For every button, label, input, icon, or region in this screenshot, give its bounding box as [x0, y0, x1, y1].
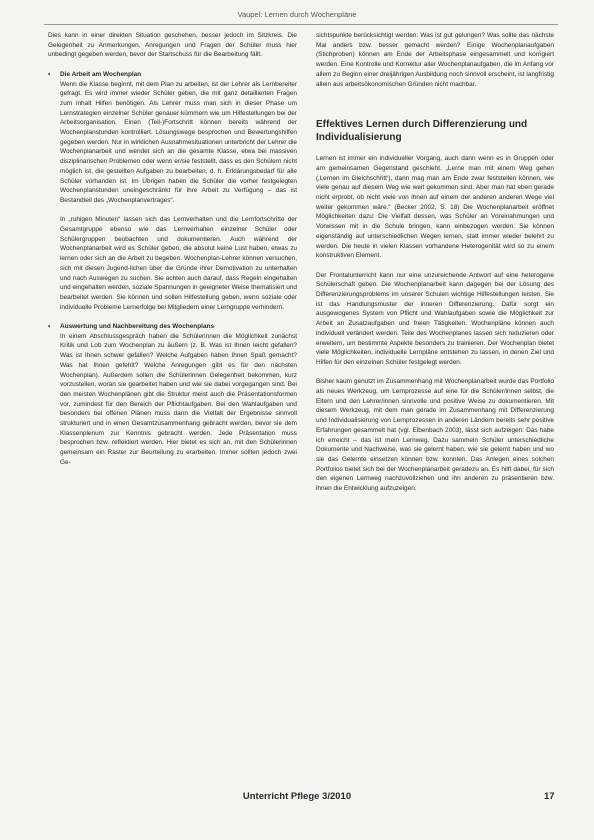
bullet-text: In einem Abschlussgespräch haben die Schülerinnen die Möglichkeit zunächst Kritik und Lob zum Wochenplan zu äußern (z. B. Was ist Ihnen leicht gefallen? Was ist Ihnen schwer gefallen? Welche Aufgaben haben Ihnen Spaß gemacht? Was hat Ihnen gefehlt? Welche Anregungen gibt es für den nächsten Wochenplan). Außerdem sollen die Schülerinnen Gelegenheit bekommen, kurz vorzustellen, woran sie gearbeitet haben und wie sie dabei vorgegangen sind. Bei den meisten Wochenplänen gibt die Struktur meist auch die Präsentationsformen vor, zumindest für den Bereich der Pflichtaufgaben. Bei den Wahlaufgaben und besonders bei offenen Plänen muss dann die Vielfalt der Ergebnisse sinnvoll strukturiert und in einen Gesamtzusammenhang gebracht werden, bevor sie dem Klassenplenum zur Kenntnis gebracht werden. Jede Präsentation muss besprochen bzw. reflektiert werden. Hier bietet es sich an, mit den Schülerinnen gemeinsam ein Raster zur Beurteilung zu erarbeiten. Immer sollten jedoch zwei Ge- [60, 332, 297, 466]
running-head: Vaupel: Lernen durch Wochenpläne [237, 10, 357, 19]
body-paragraph-3: Bisher kaum genutzt im Zusammenhang mit Wochenplanarbeit wurde das Portfolio als neues Werkzeug, um Lernprozesse auf eine für die Schüler/innen selbst, die Eltern und den Lehrer/innen sinnvolle und positive Weise zu dokumentieren. Mit diesem Werkzeug, mit dem man gerade im Zusammenhang mit Differenzierung und Individualisierung von Lernprozessen in anderen Ländern bereits sehr positive Erfahrungen gesammelt hat (vgl. Elbenbach 2003), lässt sich aufzeigen: Das habe ich erreicht – das ist mein Lernweg. Dazu sammeln Schüler unterschiedliche Dokumente und Nachweise, was sie gelernt haben, wie sie gelernt haben und wo sie das Gelernte einsetzen können bzw. konnten. Das Anlegen eines solchen Portfolios bietet sich bei der Wochenplanarbeit geradezu an. Es hilft dabei, für sich den eigenen Lernweg nachzuvollziehen und ihn anderen zu präsentieren bzw. ihnen die Entwicklung aufzuzeigen. [316, 378, 554, 493]
right-column [316, 31, 554, 503]
bullet-dot-icon: • [48, 323, 51, 331]
continuation-paragraph: sichtspunkte berücksichtigt werden: Was ist gut gelungen? Was sollte das nächste Mal anders bzw. besser gemacht werden? Einige Wochenplanaufgaben (Stichproben) können am Ende der Arbeitsphase eingesammelt und korrigiert werden. Eine Kontrolle und Korrektur aller Wochenplanaufgaben, die im Anfang vor allem zu Beginn einer dreijährigen Ausbildung noch sinnvoll erscheint, ist langfristig allein aus arbeitsökonomischen Gründen nicht machbar. [316, 32, 554, 88]
body-paragraph-2: Der Frontalunterricht kann nur eine unzureichende Antwort auf eine heterogene Schülerschaft geben. Die Wochenplanarbeit kann dagegen bei der Lösung des Differenzierungsproblems im unserer Schulen wichtige Hilfestellungen leisten. Sie ist das Handlungsmuster der inneren Differenzierung. Dafür sorgt ein ausgewogenes System von Pflicht und Wahlaufgaben sowie die Möglichkeit zur Arbeit an Zusatzaufgaben und freien Tätigkeiten. Wochenpläne können auch individuell verändert werden. Teile des Wochenplanes lassen sich reduzieren oder erweitern, um bestimmte Aspekte besonders zu trainieren. Der Wochenplan bietet viele Möglichkeiten, individuelle Lernpläne entstehen zu lassen, in denen Ziel und Hilfen für den einzelnen Schüler festgelegt werden. [316, 271, 554, 366]
journal-title: Unterricht Pflege 3/2010 [242, 791, 352, 802]
bullet-dot-icon: • [48, 70, 51, 78]
indented-paragraph [48, 215, 297, 312]
left-column [48, 31, 297, 477]
paragraph-text: In „ruhigen Minuten“ lassen sich das Lernverhalten und die Lernfortschritte der Gesamtgruppe ebenso wie das Lernverhalten einzelner Schüler oder Schülergruppen beobachten und dokumentieren. Auch während der Wochenplanarbeit wird es Schüler geben, die absolut keine Lust haben, etwas zu lernen oder sich an die Arbeit zu begeben. Wochenplan-Lehrer können versuchen, sich mit diesen Jugend-lichen über die Gründe ihrer Demotivation zu unterhalten und nach Auswegen zu suchen. Sie achten auch darauf, dass Regeln eingehalten und eingehalten werden, soziale Spannungen in geeigneter Weise thematisiert und bearbeitet werden. Sie können und sollen Hilfestellung geben, wenn soziale oder individuelle Probleme Lernerfolge bei Mitgliedern einer Lerngruppe verhindern. [60, 216, 297, 311]
bullet-title: Die Arbeit am Wochenplan [60, 70, 142, 78]
bullet-text: Wenn die Klasse beginnt, mit dem Plan zu arbeiten, ist der Lehrer als Lernbereiter gefragt. Es wird immer wieder Schüler geben, die mit ganz detaillierten Fragen zum inhalt Hilfen benötigen. Als Lehrer muss man sich in dieser Phase um Lernstrategien einzelner Schüler genauer kümmern wie um Hilfestellungen bei der Arbeitsorganisation. Einen (Teil-)Fortschritt können bereits während der Wochenplanstunden kontrolliert. Lösungswege besprochen und Bewertungshilfen gegeben werden. Nur in wirklichen Ausnahmesituationen unterbricht der Lehrer die Wochenplanarbeit und wendet sich an die gesamte Klasse, etwa bei massiven disziplinarischen Problemen oder wenn er/sie feststellt, dass es den Schülern nicht möglich ist, die gestellten Aufgaben zu bearbeiten, d. h. Erklärungsbedarf für alle Schüler vorhanden ist. Im Übrigen haben die Schüler die vorher festgelegten Wochenplanstunden uneingeschränkt für ihre Arbeit zu Verfügung – das ist Bestandteil des „Wochenplanvertrages“. [60, 80, 297, 204]
page-number: 17 [544, 791, 555, 802]
header-rule [44, 24, 558, 25]
bullet-title: Auswertung und Nachbereitung des Wochenplans [60, 323, 215, 331]
bullet-arbeit-am-wochenplan [48, 70, 297, 206]
body-paragraph-1: Lernen ist immer ein individueller Vorgang, auch dann wenn es in Gruppen oder am gemeinsamen Gegenstand geschieht. „Lerne man mit einem Weg gehen (‚Lernen im Gleichschritt‘), dann mag man am Ende zwar feststellen können, wie viele genau auf diesem Weg wie weit gekommen sind. Aber man hat eben gerade nicht erprobt, ob nicht viele von ihnen auf einem der anderen anderen Wege viel weiter gekommen wäre.“ (Becker 2002, S. 18) Die Wochenplanarbeit eröffnet Möglichkeiten dazu: Die Vielfalt dessen, was Schüler an Voreinahmungen und Vorwissen mit in die Schule bringen, kann einbezogen werden. Sie können eigenständig auf unterschiedlichen Wegen lernen, statt immer wieder belehrt zu werden. Die heute in vielen Klassen vorhandene Heterogenität wird so zu einem konstruktiven Element. [316, 155, 554, 260]
intro-paragraph: Dies kann in einer direkten Situation geschehen, besser jedoch im Sitzkreis. Die Gelegenheit zu Anmerkungen, Anregungen und Fragen der Schüler muss hier unbedingt gegeben werden, bevor der Startschuss für die Bearbeitung fällt. [48, 32, 297, 59]
section-heading: Effektives Lernen durch Differenzierung und Individualisierung [316, 119, 528, 143]
bullet-auswertung [48, 322, 297, 468]
